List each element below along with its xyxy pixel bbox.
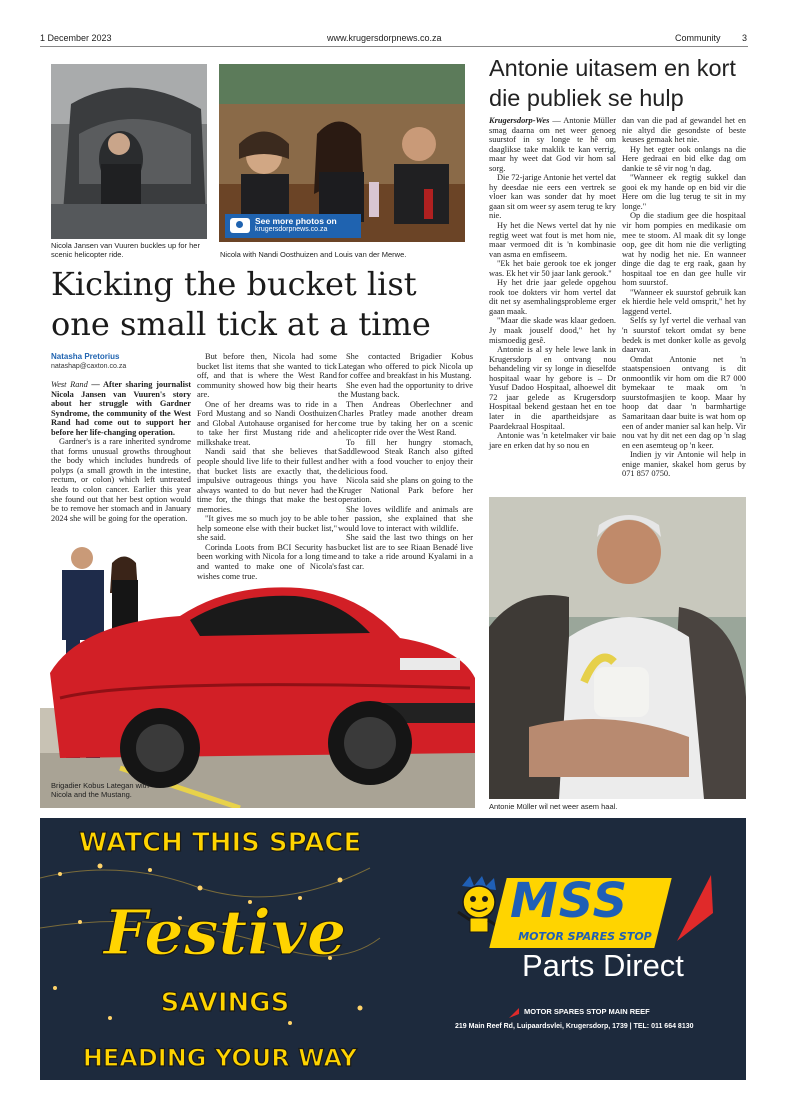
paragraph: Antonie is al sy hele lewe lank in Krugersdorp en ontvang nou behandeling vir sy longe in dieselfde hospitaal waar hy gebore is – Dr Yusuf Dadoo Hospitaal, alhoewel dit 72 jaar gelede as Krugersdorp Hospitaal bekend gestaan het en toe later in die apartheidsjare as Paardekraal Hospitaal. (489, 345, 616, 431)
mss-brand-full: MOTOR SPARES STOP (518, 930, 652, 943)
paragraph: Antonie was 'n ketelmaker vir baie jare en erken dat hy so nou en (489, 431, 616, 450)
store-logo-mark (508, 1006, 520, 1018)
headline-line1: Kicking the bucket list (51, 265, 417, 303)
paragraph: Then Andreas Oberlechner and Charles Pratley made another dream come true by taking her on a scenic helicopter ride over the West Rand. (338, 399, 473, 438)
side-lead-text: — Antonie Müller smag daarna om net weer genoeg suurstof in sy longe te hê om daaglikse take maklik te kan verrig, maar hy weet dat God vir hom sal sorg. (489, 116, 616, 173)
paragraph: "Maar die skade was klaar gedoen. Jy maak jouself dood," het hy mismoedig gesê. (489, 316, 616, 345)
paragraph: Gardner's is a rare inherited syndrome that forms unusual growths throughout the body which includes hundreds of polyps (a small growth in the intestine, rectum, or colon) which left untreated leads to colon cancer. Earlier this year she found out that her best option would be to remove her stomach and in January 2024 she will be going for the operation. (51, 437, 191, 523)
paragraph: Corinda Loots from BCI Security has been working with Nicola for a long time and wanted to make one of Nicola's wishes come true. (197, 542, 337, 581)
red-arrow-logo (675, 873, 715, 943)
author-name: Natasha Pretorius (51, 352, 120, 361)
main-headline (51, 264, 431, 344)
paragraph: dan van die pad af gewandel het en nie altyd die gesondste of beste keuses gemaak het nie. (622, 116, 746, 145)
section-name: Community (675, 33, 721, 43)
paragraph: Hy het die News vertel dat hy nie regtig weet wat fout is met hom nie, maar vermoed dit is 'n kombinasie van asma en emfiseem. (489, 221, 616, 259)
mss-brand: MSS (510, 873, 629, 929)
paragraph: Selfs sy lyf vertel die verhaal van 'n suurstof tekort omdat sy bene bedek is met donker kolle as gevolg daarvan. (622, 316, 746, 355)
header-rule (40, 46, 748, 47)
paragraph: Nandi said that she believes that people should live life to their fullest and that bucket lists are exactly that, the impulsive outrageous things you have always wanted to do but never had the time for, the things that make the best memories. (197, 447, 337, 514)
paragraph: Hy het drie jaar gelede opgehou rook toe dokters vir hom vertel dat dit net sy asemhalingsprobleme erger gaan maak. (489, 278, 616, 316)
antonie-photo (489, 497, 746, 799)
paragraph: "Ek het baie gerook toe ek jonger was. Ek het vir 50 jaar lank gerook." (489, 259, 616, 278)
paragraph: She contacted Brigadier Kobus Lategan who offered to pick Nicola up for coffee and breakfast in his Mustang. (338, 352, 473, 381)
issue-date: 1 December 2023 (40, 33, 112, 43)
paragraph: One of her dreams was to ride in a Ford Mustang and so Nandi Oosthuizen and Global Autohause organised for her to take her first Mustang ride and a milkshake treat. (197, 399, 337, 447)
heading-your-way: HEADING YOUR WAY (82, 1044, 358, 1072)
paragraph: She even had the opportunity to drive the Mustang back. (338, 380, 473, 400)
headline-line2: one small tick at a time (51, 305, 431, 343)
camera-icon (230, 218, 250, 233)
dateline: West Rand (51, 380, 88, 389)
paragraph: "Wanneer ek suurstof gebruik kan ek hierdie hele veld omsprit," het hy laggend vertel. (622, 287, 746, 316)
paragraph: Die 72-jarige Antonie het vertel dat hy deesdae nie eers een vertrek se vloer kan was sonder dat hy moet gaan sit om weer sy asem terug te kry nie. (489, 173, 616, 221)
more-photos-banner[interactable] (225, 214, 361, 238)
store-address: 219 Main Reef Rd, Luipaardsvlei, Krugersdorp, 1739 | TEL: 011 664 8130 (455, 1023, 694, 1030)
caption-helicopter: Nicola Jansen van Vuuren buckles up for her scenic helicopter ride. (51, 241, 200, 259)
website-url[interactable]: www.krugersdorpnews.co.za (327, 33, 442, 43)
paragraph: "Wanneer ek regtig sukkel dan gooi ek my hande op en bid vir die Here om die lug terug te sit in my longe." (622, 173, 746, 211)
paragraph: She said the last two things on her bucket list are to see Riaan Benadé live and to take a ride around Kyalami in a fast car. (338, 533, 473, 572)
group-photo (219, 64, 465, 242)
paragraph: Omdat Antonie net 'n staatspensioen ontvang is dit onmoontlik vir hom om die R7 000 bymekaar te maak om 'n suurstofmasjien te koop. Maar hy hoop dat daar 'n barmhartige Samaritaan daar buite is wat hom op een of ander manier sal kan help. Vir nou vat hy dit net een dag op 'n slag en een asemteug op 'n keer. (622, 354, 746, 450)
side-lead (489, 116, 616, 173)
byline (51, 352, 126, 372)
more-photos-line2: krugersdorpnews.co.za (255, 226, 328, 233)
paragraph: "It gives me so much joy to be able to help someone else with their bucket list," she said. (197, 514, 337, 543)
caption-antonie: Antonie Müller wil net weer asem haal. (489, 802, 618, 811)
page-number: 3 (742, 33, 748, 43)
paragraph: But before then, Nicola had some bucket list items that she wanted to tick off, and that is where the West Rand community showed how big their hearts are. (197, 352, 337, 400)
paragraph: Indien jy vir Antonie wil help in enige manier, skakel hom gerus by 071 857 0750. (622, 450, 746, 479)
savings-text: SAVINGS (160, 988, 290, 1018)
author-email[interactable]: natashap@caxton.co.za (51, 363, 127, 370)
lead-paragraph (51, 380, 191, 437)
more-photos-line1: See more photos on (255, 216, 337, 226)
watch-this-space: WATCH THIS SPACE (78, 828, 362, 858)
caption-mustang: Brigadier Kobus Lategan with Nicola and the Mustang. (51, 781, 149, 799)
paragraph: Op die stadium gee die hospitaal vir hom pompies en medikasie om mee te stoom. Al maak dit sy longe oop, gee dit hom nie die verligting wat hy nodig het nie. En wanneer dinge die dag te erg raak, gaan hy hospitaal toe en dan gee hulle vir hom suurstof. (622, 211, 746, 288)
main-column-1 (51, 380, 191, 523)
mustang-photo (40, 538, 475, 808)
parts-direct: Parts Direct (522, 948, 684, 983)
paragraph: Hy het egter ook onlangs na die Here gedraai en bid elke dag om dankie te sê vir nog 'n dag. (622, 144, 746, 173)
paragraph: Nicola said she plans on going to the Kruger National Park before her operation. (338, 476, 473, 505)
festive-script: Festive (103, 896, 347, 969)
paragraph: To fill her hungry stomach, Saddlewood Steak Ranch also gifted her with a food voucher to enjoy their delicious food. (338, 437, 473, 476)
side-column-1 (489, 116, 616, 450)
side-dateline: Krugersdorp-Wes (489, 116, 550, 125)
side-headline: Antonie uitasem en kort die publiek se hulp (489, 55, 736, 111)
store-name: MOTOR SPARES STOP MAIN REEF (524, 1007, 650, 1016)
helicopter-photo (51, 64, 207, 239)
paragraph: She loves wildlife and animals are her passion, she explained that she would love to interact with wildlife. (338, 504, 473, 533)
caption-group: Nicola with Nandi Oosthuizen and Louis van der Merwe. (220, 250, 407, 259)
lead-text: — After sharing journalist Nicola Jansen van Vuuren's story about her struggle with Gardner Syndrome, the community of the West Rand had come out to support her before her life-changing operation. (51, 380, 191, 437)
advertisement[interactable] (40, 818, 746, 1080)
side-column-2 (622, 116, 746, 479)
